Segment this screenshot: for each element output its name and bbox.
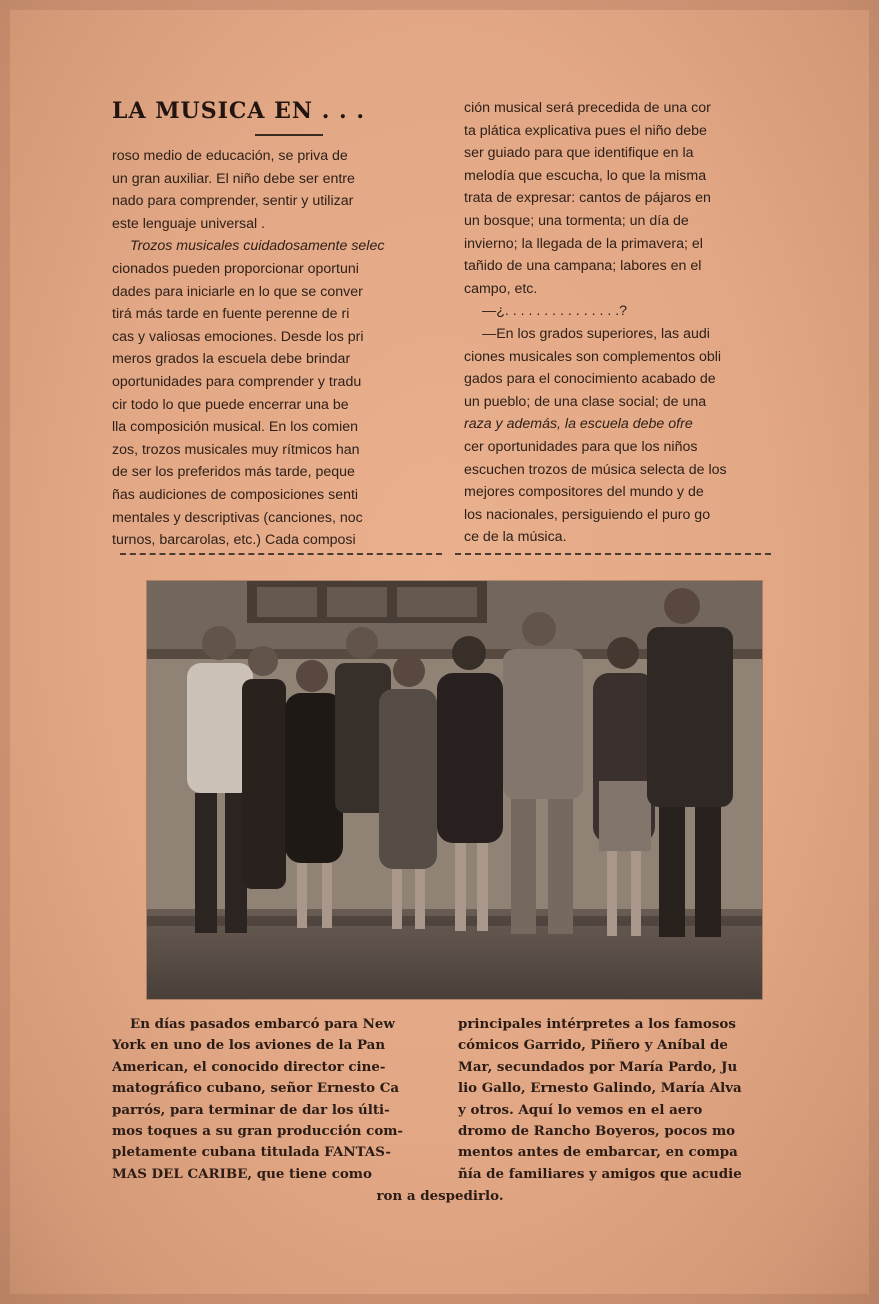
article-line: tañido de una campana; labores en el [464, 258, 702, 275]
article-line: cir todo lo que puede encerrar una be [112, 396, 349, 413]
caption-line: MAS DEL CARIBE, que tiene como [112, 1165, 372, 1182]
title-underline [255, 134, 323, 136]
article-left-column [112, 145, 442, 552]
group-photo-image [147, 581, 762, 999]
article-line: cas y valiosas emociones. Desde los pri [112, 328, 364, 345]
article-line: —¿. . . . . . . . . . . . . . .? [482, 303, 628, 320]
article-line: un bosque; una tormenta; un día de [464, 212, 689, 229]
caption-line: ñía de familiares y amigos que acudie [458, 1165, 742, 1182]
article-line: de ser los preferidos más tarde, peque [112, 464, 355, 481]
article-line: oportunidades para comprender y tradu [112, 373, 362, 390]
article-line: cer oportunidades para que los niños [464, 438, 698, 455]
article-line: melodía que escucha, lo que la misma [464, 167, 707, 184]
caption-line: principales intérpretes a los famosos [458, 1016, 736, 1032]
column-divider-rule [455, 553, 771, 555]
caption-line: York en uno de los aviones de la Pan [112, 1037, 386, 1054]
article-line: —En los grados superiores, las audi [482, 325, 710, 342]
caption-line: cómicos Garrido, Piñero y Aníbal de [458, 1037, 728, 1054]
article-line: turnos, barcarolas, etc.) Cada composi [112, 532, 356, 549]
article-line: cionados pueden proporcionar oportuni [112, 260, 359, 277]
article-line: los nacionales, persiguiendo el puro go [464, 506, 711, 523]
article-right-column [464, 97, 790, 549]
article-line: zos, trozos musicales muy rítmicos han [112, 441, 360, 458]
article-line: ta plática explicativa pues el niño debe [464, 122, 707, 139]
article-line: nado para comprender, sentir y utilizar [112, 193, 354, 210]
article-title: LA MUSICA EN . . . [112, 98, 365, 124]
article-line: tirá más tarde en fuente perenne de ri [112, 306, 350, 323]
article-line: ción musical será precedida de una cor [464, 100, 711, 116]
photo-caption-right [458, 1014, 784, 1185]
article-line: ser guiado para que identifique en la [464, 145, 694, 162]
photo-caption-end: ron a despedirlo. [376, 1188, 504, 1204]
article-line: lla composición musical. En los comien [112, 419, 359, 436]
article-line: ñas audiciones de composiciones senti [112, 486, 359, 503]
article-line: mejores compositores del mundo y de [464, 484, 704, 501]
caption-line: matográfico cubano, señor Ernesto Ca [112, 1080, 400, 1097]
caption-line: dromo de Rancho Boyeros, pocos mo [458, 1123, 736, 1140]
caption-line: mos toques a su gran producción com- [112, 1123, 403, 1140]
article-line: un pueblo; de una clase social; de una [464, 393, 707, 410]
column-divider-rule [120, 553, 442, 555]
caption-line: pletamente cubana titulada FANTAS- [112, 1144, 391, 1161]
photo-caption-left [112, 1014, 435, 1185]
article-line: ce de la música. [464, 529, 567, 546]
article-line: dades para iniciarle en lo que se conver [112, 283, 363, 300]
caption-line: En días pasados embarcó para New [130, 1016, 395, 1032]
article-line: raza y además, la escuela debe ofre [464, 416, 693, 433]
article-line: escuchen trozos de música selecta de los [464, 461, 727, 478]
article-line: gados para el conocimiento acabado de [464, 371, 716, 388]
caption-line: American, el conocido director cine- [112, 1058, 386, 1075]
article-line: invierno; la llegada de la primavera; el [464, 235, 703, 252]
article-line: roso medio de educación, se priva de [112, 148, 348, 164]
article-line: este lenguaje universal . [112, 215, 266, 232]
group-photo [147, 581, 762, 999]
article-line: trata de expresar: cantos de pájaros en [464, 190, 711, 207]
caption-line: Mar, secundados por María Pardo, Ju [458, 1058, 738, 1075]
article-line: mentales y descriptivas (canciones, noc [112, 509, 363, 526]
caption-line: mentos antes de embarcar, en compa [458, 1144, 738, 1161]
caption-line: parrós, para terminar de dar los últi- [112, 1101, 390, 1118]
article-line: campo, etc. [464, 280, 538, 297]
article-line: Trozos musicales cuidadosamente selec [130, 238, 385, 255]
caption-line: lio Gallo, Ernesto Galindo, María Alva [458, 1080, 742, 1097]
article-line: ciones musicales son complementos obli [464, 348, 722, 365]
article-line: un gran auxiliar. El niño debe ser entre [112, 170, 355, 187]
caption-line: y otros. Aquí lo vemos en el aero [458, 1101, 703, 1118]
article-line: meros grados la escuela debe brindar [112, 351, 351, 368]
